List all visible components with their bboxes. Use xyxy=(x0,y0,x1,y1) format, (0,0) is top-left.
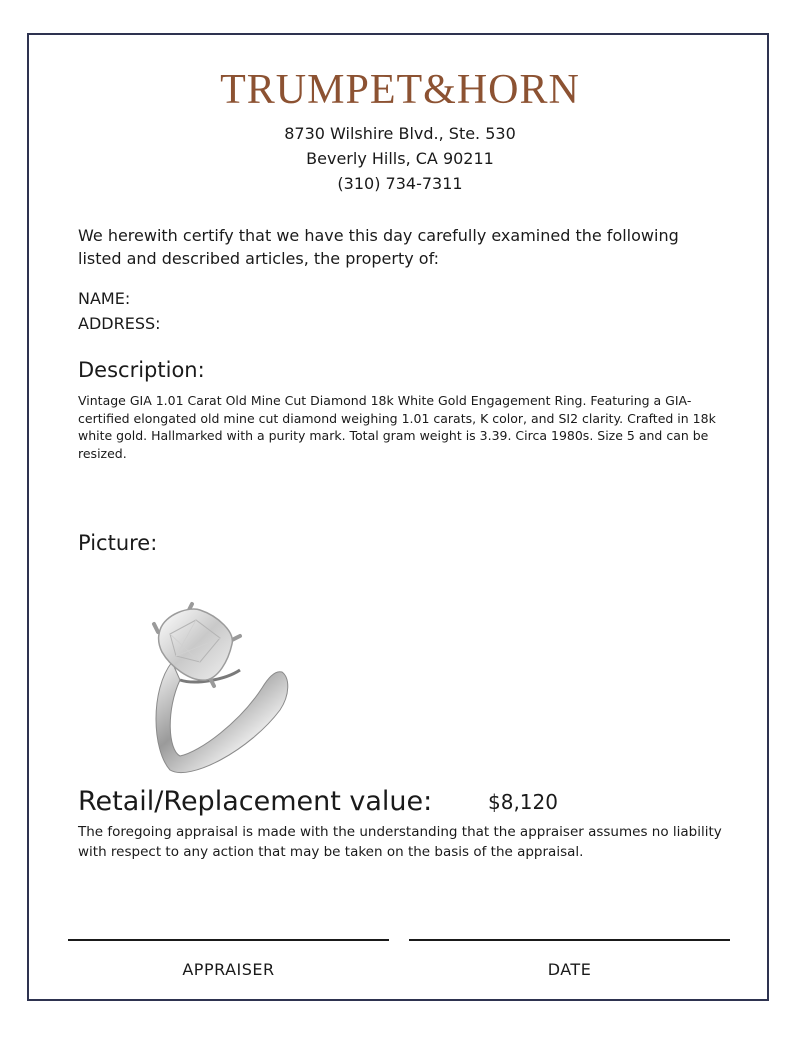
value-label: Retail/Replacement value: xyxy=(78,786,433,817)
certification-line-2: listed and described articles, the property of: xyxy=(78,249,440,268)
disclaimer-text: The foregoing appraisal is made with the understanding that the appraiser assumes no liability with respect to any action that may be taken on the basis of the appraisal. xyxy=(78,824,722,860)
ring-image xyxy=(140,600,310,780)
date-label: DATE xyxy=(547,960,592,979)
address-line-1: 8730 Wilshire Blvd., Ste. 530 xyxy=(284,124,516,143)
date-signature-line xyxy=(409,939,730,941)
appraiser-label: APPRAISER xyxy=(182,960,275,979)
description-heading: Description: xyxy=(78,358,205,382)
name-label: NAME: xyxy=(78,289,131,308)
appraiser-signature-line xyxy=(68,939,389,941)
value-amount: $8,120 xyxy=(488,790,558,814)
certification-line-1: We herewith certify that we have this day carefully examined the following xyxy=(78,226,679,245)
address-line-2: Beverly Hills, CA 90211 xyxy=(306,149,494,168)
description-text: Vintage GIA 1.01 Carat Old Mine Cut Diamond 18k White Gold Engagement Ring. Featuring a GIA-certified elongated old mine cut diamond weighing 1.01 carats, K color, and SI2 clarity. Crafted in 18k white gold. Hallmarked with a purity mark. Total gram weight is 3.39. Circa 1980s. Size 5 and can be resized. xyxy=(78,393,716,461)
phone-number: (310) 734-7311 xyxy=(337,174,463,193)
address-label: ADDRESS: xyxy=(78,314,161,333)
picture-heading: Picture: xyxy=(78,531,158,555)
brand-logo: TRUMPET&HORN xyxy=(220,67,580,113)
